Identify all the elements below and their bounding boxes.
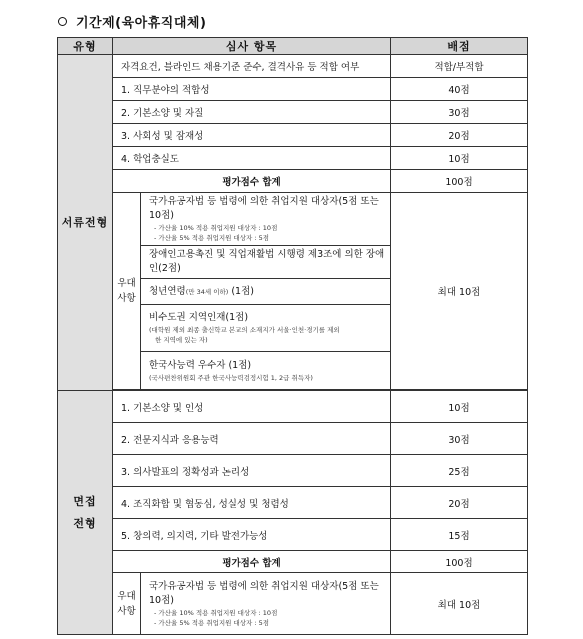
doc-item: 4. 학업충실도 — [113, 147, 391, 170]
pref-main: 비수도권 지역인재(1점) — [149, 312, 249, 323]
table-row — [58, 573, 528, 635]
interview-item: 1. 기본소양 및 인성 — [113, 391, 391, 423]
qualification-item: 자격요건, 블라인드 채용기준 준수, 결격사유 등 적합 여부 — [113, 55, 391, 78]
doc-pref-item — [141, 305, 391, 352]
table-row — [58, 455, 528, 487]
doc-pref-item — [141, 246, 391, 279]
interview-score: 15점 — [391, 519, 528, 551]
interview-pref-label — [113, 573, 141, 635]
doc-item: 1. 직무분야의 적합성 — [113, 78, 391, 101]
doc-pref-score: 최대 10점 — [391, 193, 528, 390]
pref-label-line2: 사항 — [117, 293, 136, 304]
pref-sub: - 가산율 5% 적용 취업지원 대상자 : 5점 — [154, 618, 270, 627]
doc-score: 10점 — [391, 147, 528, 170]
doc-item: 2. 기본소양 및 자질 — [113, 101, 391, 124]
section-title-text: 기간제(육아휴직대체) — [76, 16, 207, 31]
pref-sub: 한 지역에 있는 자) — [155, 336, 208, 344]
interview-item: 4. 조직화합 및 협동심, 성실성 및 청렴성 — [113, 487, 391, 519]
doc-pref-item — [141, 279, 391, 305]
table-row — [58, 55, 528, 78]
doc-pref-item — [141, 352, 391, 390]
doc-score: 20점 — [391, 124, 528, 147]
interview-score: 20점 — [391, 487, 528, 519]
circle-bullet-icon — [58, 17, 67, 26]
doc-total-label: 평가점수 합계 — [113, 170, 391, 193]
table-row — [58, 551, 528, 573]
interview-item: 2. 전문지식과 응용능력 — [113, 423, 391, 455]
doc-score: 40점 — [391, 78, 528, 101]
doc-score: 30점 — [391, 101, 528, 124]
table-row — [58, 391, 528, 423]
type-document: 서류전형 — [58, 55, 113, 391]
doc-item: 3. 사회성 및 잠재성 — [113, 124, 391, 147]
table-row — [58, 423, 528, 455]
type-interview-line1: 면접 — [73, 494, 97, 508]
pref-label-line1: 우대 — [117, 590, 136, 602]
doc-pref-label — [113, 193, 141, 390]
table-row — [58, 193, 528, 246]
interview-pref-item — [141, 573, 391, 635]
interview-score: 25점 — [391, 455, 528, 487]
pref-main: 국가유공자법 등 법령에 의한 취업지원 대상자(5점 또는 10점) — [149, 196, 379, 221]
table-row — [58, 78, 528, 101]
pref-note: (만 34세 이하) — [185, 287, 229, 296]
interview-total-score: 100점 — [391, 551, 528, 573]
doc-pref-item — [141, 193, 391, 246]
pref-sub: - 가산율 10% 적용 취업지원 대상자 : 10점 — [154, 224, 278, 232]
interview-total-label: 평가점수 합계 — [113, 551, 391, 573]
section-title — [58, 12, 206, 31]
header-type: 유형 — [58, 38, 113, 55]
pref-main: 장애인고용촉진 및 직업재활법 시행령 제3조에 의한 장애인(2점) — [149, 249, 385, 274]
header-item: 심사 항목 — [113, 38, 391, 55]
table-row — [58, 147, 528, 170]
interview-item: 3. 의사발표의 정확성과 논리성 — [113, 455, 391, 487]
header-row — [58, 38, 528, 55]
table-row — [58, 170, 528, 193]
pref-label-line1: 우대 — [117, 278, 136, 289]
pref-main: 국가유공자법 등 법령에 의한 취업지원 대상자(5점 또는 10점) — [149, 580, 379, 606]
pref-points: (1점) — [228, 285, 254, 297]
evaluation-table — [57, 37, 528, 635]
pref-sub: (대학원 제외 최종 출신학교 본교의 소재지가 서울·인천·경기를 제외 — [149, 326, 340, 334]
type-interview-line2: 전형 — [73, 516, 97, 530]
pref-sub: - 가산율 5% 적용 취업지원 대상자 : 5점 — [154, 234, 270, 242]
table-row — [58, 101, 528, 124]
doc-total-score: 100점 — [391, 170, 528, 193]
table-row — [58, 487, 528, 519]
qualification-score: 적합/부적합 — [391, 55, 528, 78]
pref-main: 한국사능력 우수자 (1점) — [149, 359, 252, 371]
pref-label-line2: 사항 — [117, 605, 136, 617]
interview-pref-score: 최대 10점 — [391, 573, 528, 635]
pref-sub: - 가산율 10% 적용 취업지원 대상자 : 10점 — [154, 608, 278, 617]
pref-main: 청년연령 — [149, 285, 186, 297]
header-score: 배점 — [391, 38, 528, 55]
type-interview — [58, 391, 113, 635]
interview-item: 5. 창의력, 의지력, 기타 발전가능성 — [113, 519, 391, 551]
table-row — [58, 124, 528, 147]
interview-score: 10점 — [391, 391, 528, 423]
interview-score: 30점 — [391, 423, 528, 455]
table-row — [58, 519, 528, 551]
pref-sub: (국사편찬위원회 주관 한국사능력검정시험 1, 2급 취득자) — [149, 373, 313, 382]
